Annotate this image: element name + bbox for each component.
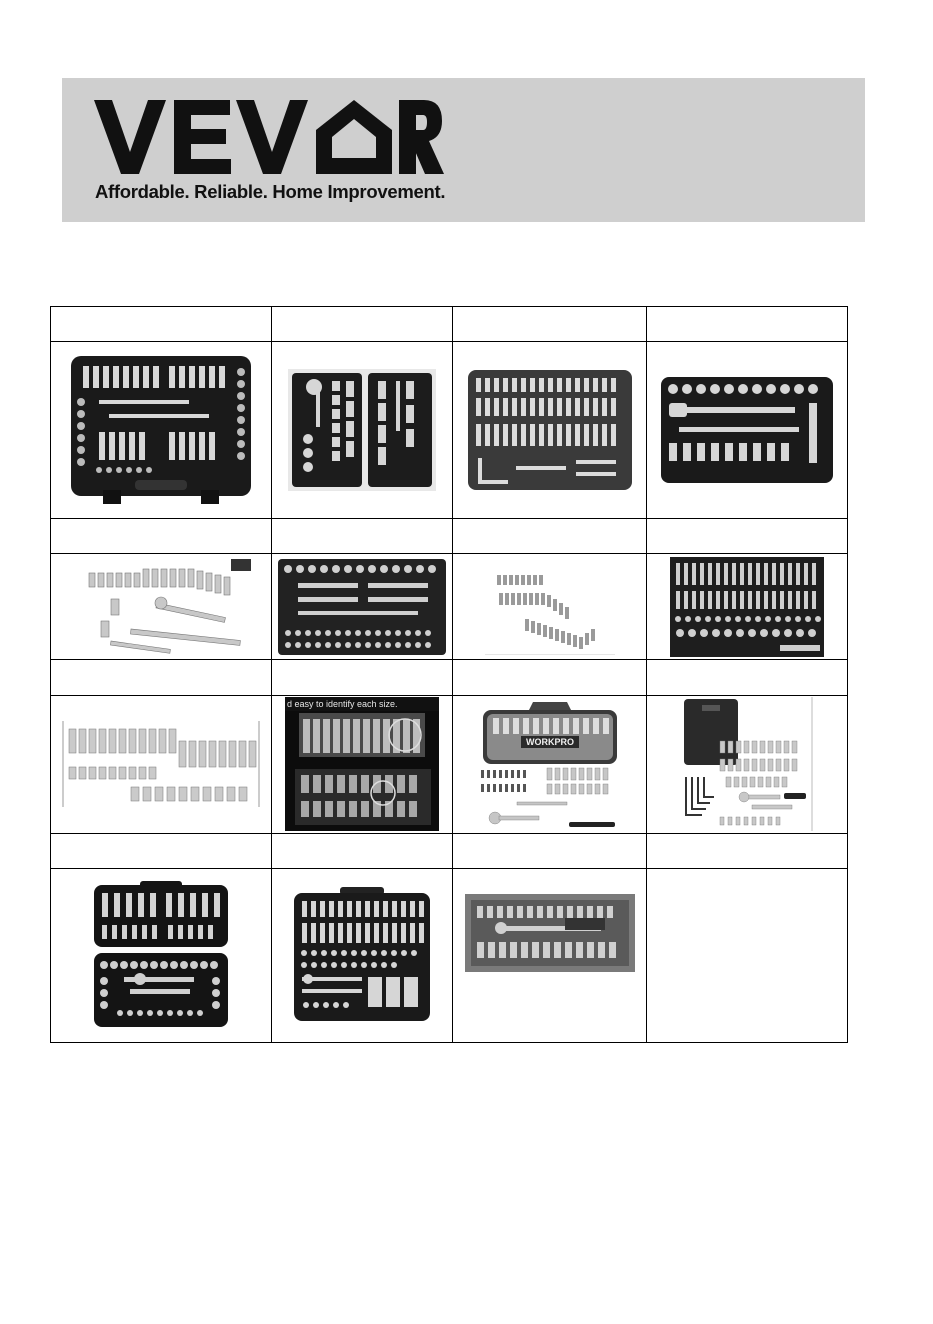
product-image-cell bbox=[272, 342, 453, 519]
socket-set-rails-icon bbox=[61, 721, 261, 807]
product-image-cell bbox=[453, 869, 647, 1043]
vevor-logo bbox=[94, 100, 444, 176]
header-banner bbox=[62, 78, 865, 222]
product-image-cell bbox=[51, 695, 272, 834]
workpro-brand-label: WORKPRO bbox=[525, 737, 574, 748]
socket-set-case-icon bbox=[680, 697, 814, 831]
socket-set-case-icon bbox=[90, 881, 232, 1031]
socket-set-case-icon bbox=[659, 375, 835, 485]
product-image-cell bbox=[272, 554, 453, 660]
grid-header-row bbox=[51, 834, 848, 869]
socket-set-foam-icon bbox=[670, 557, 824, 657]
grid-image-row bbox=[51, 342, 848, 519]
workpro-socket-set-icon bbox=[477, 698, 623, 830]
socket-set-loose-icon bbox=[71, 559, 251, 655]
socket-set-case-icon bbox=[288, 369, 436, 491]
grid-image-row bbox=[51, 695, 848, 834]
socket-set-dark-photo-icon bbox=[285, 697, 439, 831]
grid-header-row bbox=[51, 307, 848, 342]
product-image-cell bbox=[272, 869, 453, 1043]
overlay-caption: d easy to identify each size. bbox=[287, 699, 398, 710]
product-image-cell bbox=[453, 554, 647, 660]
product-image-cell bbox=[51, 869, 272, 1043]
grid-header-row bbox=[51, 518, 848, 553]
socket-set-case-icon bbox=[292, 887, 432, 1025]
empty-cell bbox=[647, 869, 848, 1043]
product-image-grid bbox=[50, 306, 848, 1043]
product-image-cell bbox=[647, 554, 848, 660]
socket-set-foam-icon bbox=[278, 559, 446, 655]
product-image-cell bbox=[453, 695, 647, 834]
brand-tagline: Affordable. Reliable. Home Improvement. bbox=[95, 181, 446, 202]
product-image-cell bbox=[51, 342, 272, 519]
socket-set-case-icon bbox=[466, 368, 634, 492]
product-image-cell bbox=[272, 695, 453, 834]
grid-image-row bbox=[51, 554, 848, 660]
socket-set-case-icon bbox=[69, 352, 253, 508]
socket-set-rails-icon bbox=[485, 559, 615, 655]
socket-set-tray-icon bbox=[465, 894, 635, 972]
product-image-cell bbox=[647, 342, 848, 519]
grid-header-row bbox=[51, 660, 848, 695]
grid-image-row bbox=[51, 869, 848, 1043]
product-image-cell bbox=[647, 695, 848, 834]
product-image-cell bbox=[51, 554, 272, 660]
product-image-cell bbox=[453, 342, 647, 519]
